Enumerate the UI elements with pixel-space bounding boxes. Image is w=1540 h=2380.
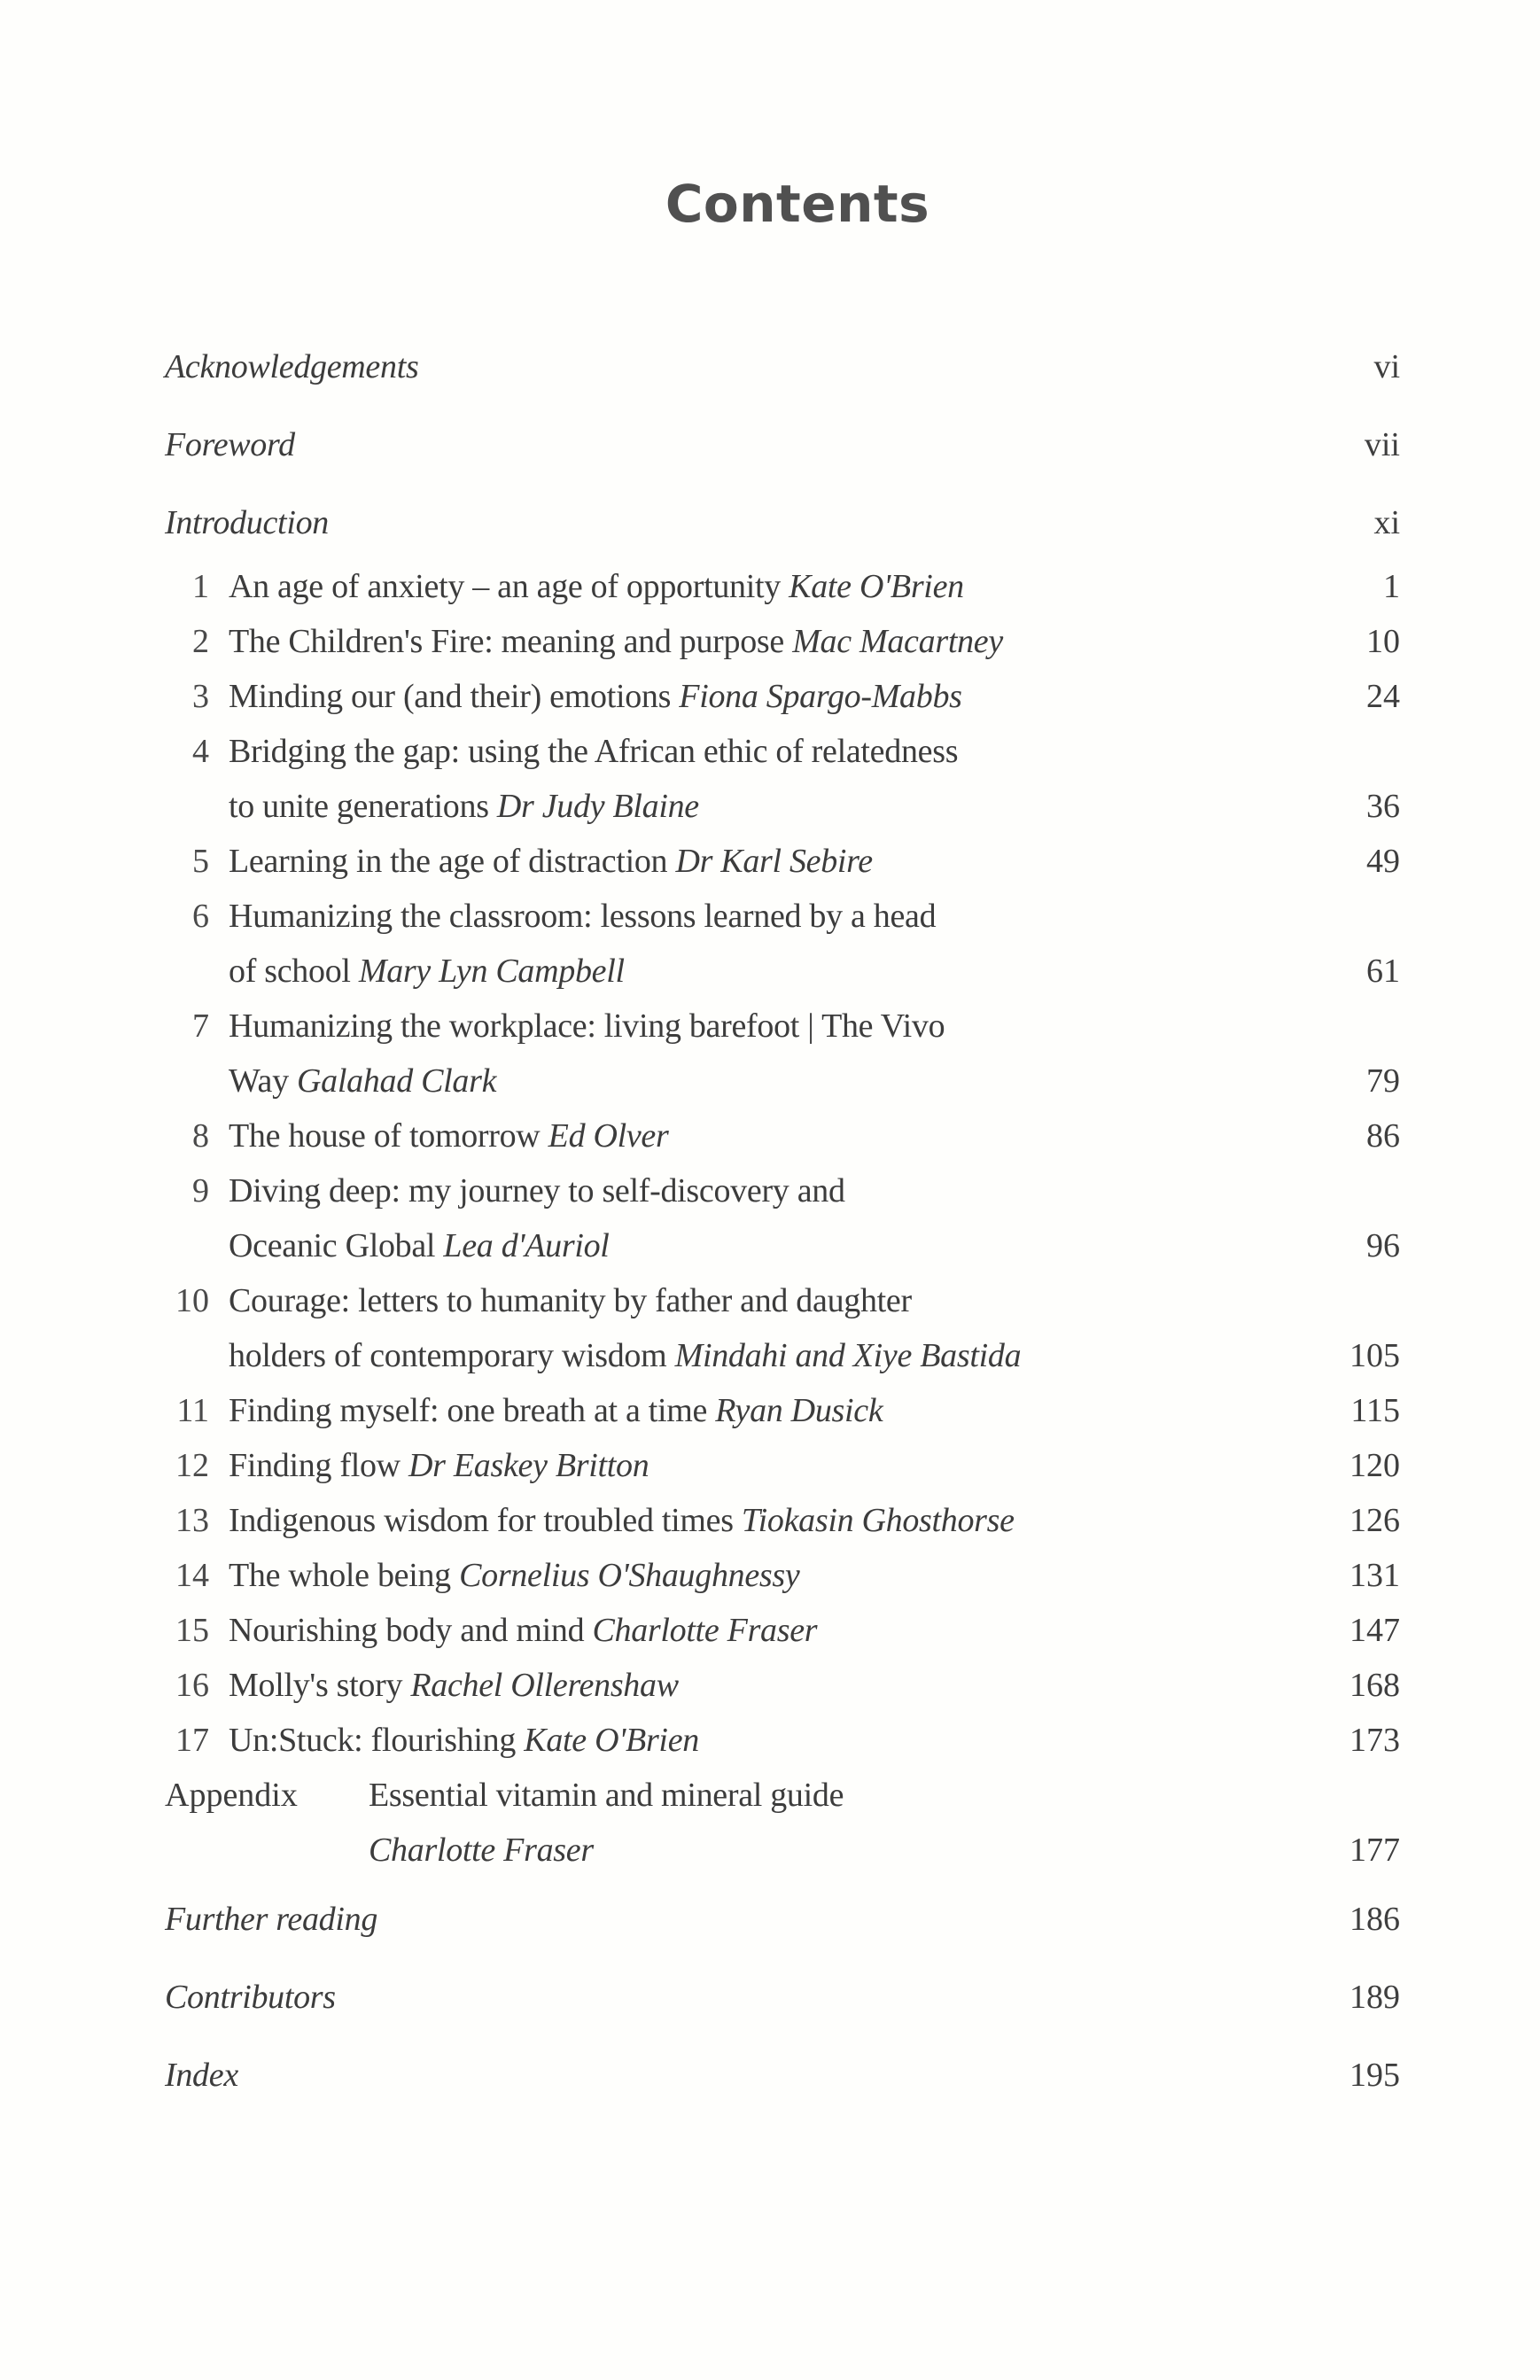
entry-page: 1 [1383,568,1400,605]
entry-page: 126 [1349,1502,1400,1539]
chapter-number: 17 [175,1722,209,1759]
chapter-title: Finding flow Dr Easkey Britton [229,1447,649,1484]
chapter-title-cont: of school Mary Lyn Campbell [229,953,625,990]
entry-page: 177 [1349,1832,1400,1869]
chapter-author: Ed Olver [548,1117,669,1155]
entry-page: 10 [1366,623,1400,660]
appendix-title: Essential vitamin and mineral guide [369,1777,844,1814]
chapter-author: Ryan Dusick [715,1392,883,1429]
entry-title: Further reading [165,1901,378,1938]
chapter-number: 1 [192,568,209,605]
entry-page: 36 [1366,788,1400,825]
chapter-number: 2 [192,623,209,660]
chapter-author: Lea d'Auriol [443,1227,610,1264]
chapter-author: Fiona Spargo-Mabbs [679,678,962,715]
entry-page: 24 [1366,678,1400,715]
chapter-title: Molly's story Rachel Ollerenshaw [229,1667,679,1704]
chapter-number: 14 [175,1557,209,1594]
entry-page: 61 [1366,953,1400,990]
entry-title: Acknowledgements [165,348,419,385]
chapter-title: Diving deep: my journey to self-discovery and [229,1172,845,1209]
entry-page: vi [1373,348,1400,385]
entry-page: 120 [1349,1447,1400,1484]
chapter-number: 11 [176,1392,209,1429]
chapter-author: Galahad Clark [297,1062,497,1100]
appendix-author: Charlotte Fraser [369,1832,594,1869]
chapter-number: 10 [175,1282,209,1319]
entry-page: 147 [1349,1612,1400,1649]
chapter-title: Un:Stuck: flourishing Kate O'Brien [229,1722,699,1759]
chapter-title-cont: holders of contemporary wisdom Mindahi and Xiye Bastida [229,1337,1022,1374]
appendix-label: Appendix [165,1777,298,1814]
chapter-author: Cornelius O'Shaughnessy [459,1557,800,1594]
chapter-title-cont: Oceanic Global Lea d'Auriol [229,1227,610,1264]
chapter-title: Indigenous wisdom for troubled times Tiokasin Ghosthorse [229,1502,1015,1539]
chapter-author: Charlotte Fraser [592,1612,818,1649]
entry-page: 195 [1349,2057,1400,2094]
entry-page: xi [1373,504,1400,541]
entry-title: Index [165,2057,238,2094]
chapter-title: Finding myself: one breath at a time Ryan Dusick [229,1392,883,1429]
chapter-author: Dr Karl Sebire [675,843,873,880]
entry-page: 168 [1349,1667,1400,1704]
chapter-number: 5 [192,843,209,880]
entry-page: 131 [1349,1557,1400,1594]
entry-page: 189 [1349,1979,1400,2016]
chapter-number: 15 [175,1612,209,1649]
entry-title: Contributors [165,1979,336,2016]
chapter-number: 3 [192,678,209,715]
chapter-number: 9 [192,1172,209,1209]
chapter-author: Mac Macartney [792,623,1003,660]
entry-page: 49 [1366,843,1400,880]
chapter-title: Humanizing the classroom: lessons learned by a head [229,898,937,935]
entry-page: 173 [1349,1722,1400,1759]
chapter-author: Kate O'Brien [789,568,964,605]
chapter-title: Humanizing the workplace: living barefoot | The Vivo [229,1007,945,1045]
chapter-title-cont: to unite generations Dr Judy Blaine [229,788,699,825]
chapter-title: Courage: letters to humanity by father and daughter [229,1282,912,1319]
chapter-number: 6 [192,898,209,935]
chapter-title: Minding our (and their) emotions Fiona Spargo-Mabbs [229,678,962,715]
chapter-author: Mary Lyn Campbell [358,953,625,990]
entry-title: Introduction [165,504,329,541]
chapter-title-cont: Way Galahad Clark [229,1062,497,1100]
chapter-number: 4 [192,733,209,770]
entry-page: 115 [1350,1392,1400,1429]
chapter-author: Kate O'Brien [524,1722,699,1759]
entry-page: 105 [1349,1337,1400,1374]
entry-page: 79 [1366,1062,1400,1100]
chapter-author: Rachel Ollerenshaw [410,1667,679,1704]
chapter-author: Mindahi and Xiye Bastida [674,1337,1022,1374]
chapter-author: Dr Judy Blaine [496,788,699,825]
chapter-number: 13 [175,1502,209,1539]
chapter-number: 12 [175,1447,209,1484]
chapter-title: The Children's Fire: meaning and purpose Mac Macartney [229,623,1003,660]
chapter-title: The whole being Cornelius O'Shaughnessy [229,1557,800,1594]
entry-title: Foreword [165,426,295,463]
chapter-title: The house of tomorrow Ed Olver [229,1117,669,1155]
chapter-author: Tiokasin Ghosthorse [741,1502,1015,1539]
chapter-title: Learning in the age of distraction Dr Karl Sebire [229,843,873,880]
chapter-title: An age of anxiety – an age of opportunity Kate O'Brien [229,568,964,605]
chapter-title: Nourishing body and mind Charlotte Fraser [229,1612,818,1649]
entry-page: 186 [1349,1901,1400,1938]
chapter-number: 16 [175,1667,209,1704]
chapter-number: 8 [192,1117,209,1155]
chapter-number: 7 [192,1007,209,1045]
entry-page: 96 [1366,1227,1400,1264]
entry-page: vii [1364,426,1400,463]
page-title: Contents [665,174,930,234]
chapter-title: Bridging the gap: using the African ethic of relatedness [229,733,959,770]
entry-page: 86 [1366,1117,1400,1155]
chapter-author: Dr Easkey Britton [408,1447,649,1484]
